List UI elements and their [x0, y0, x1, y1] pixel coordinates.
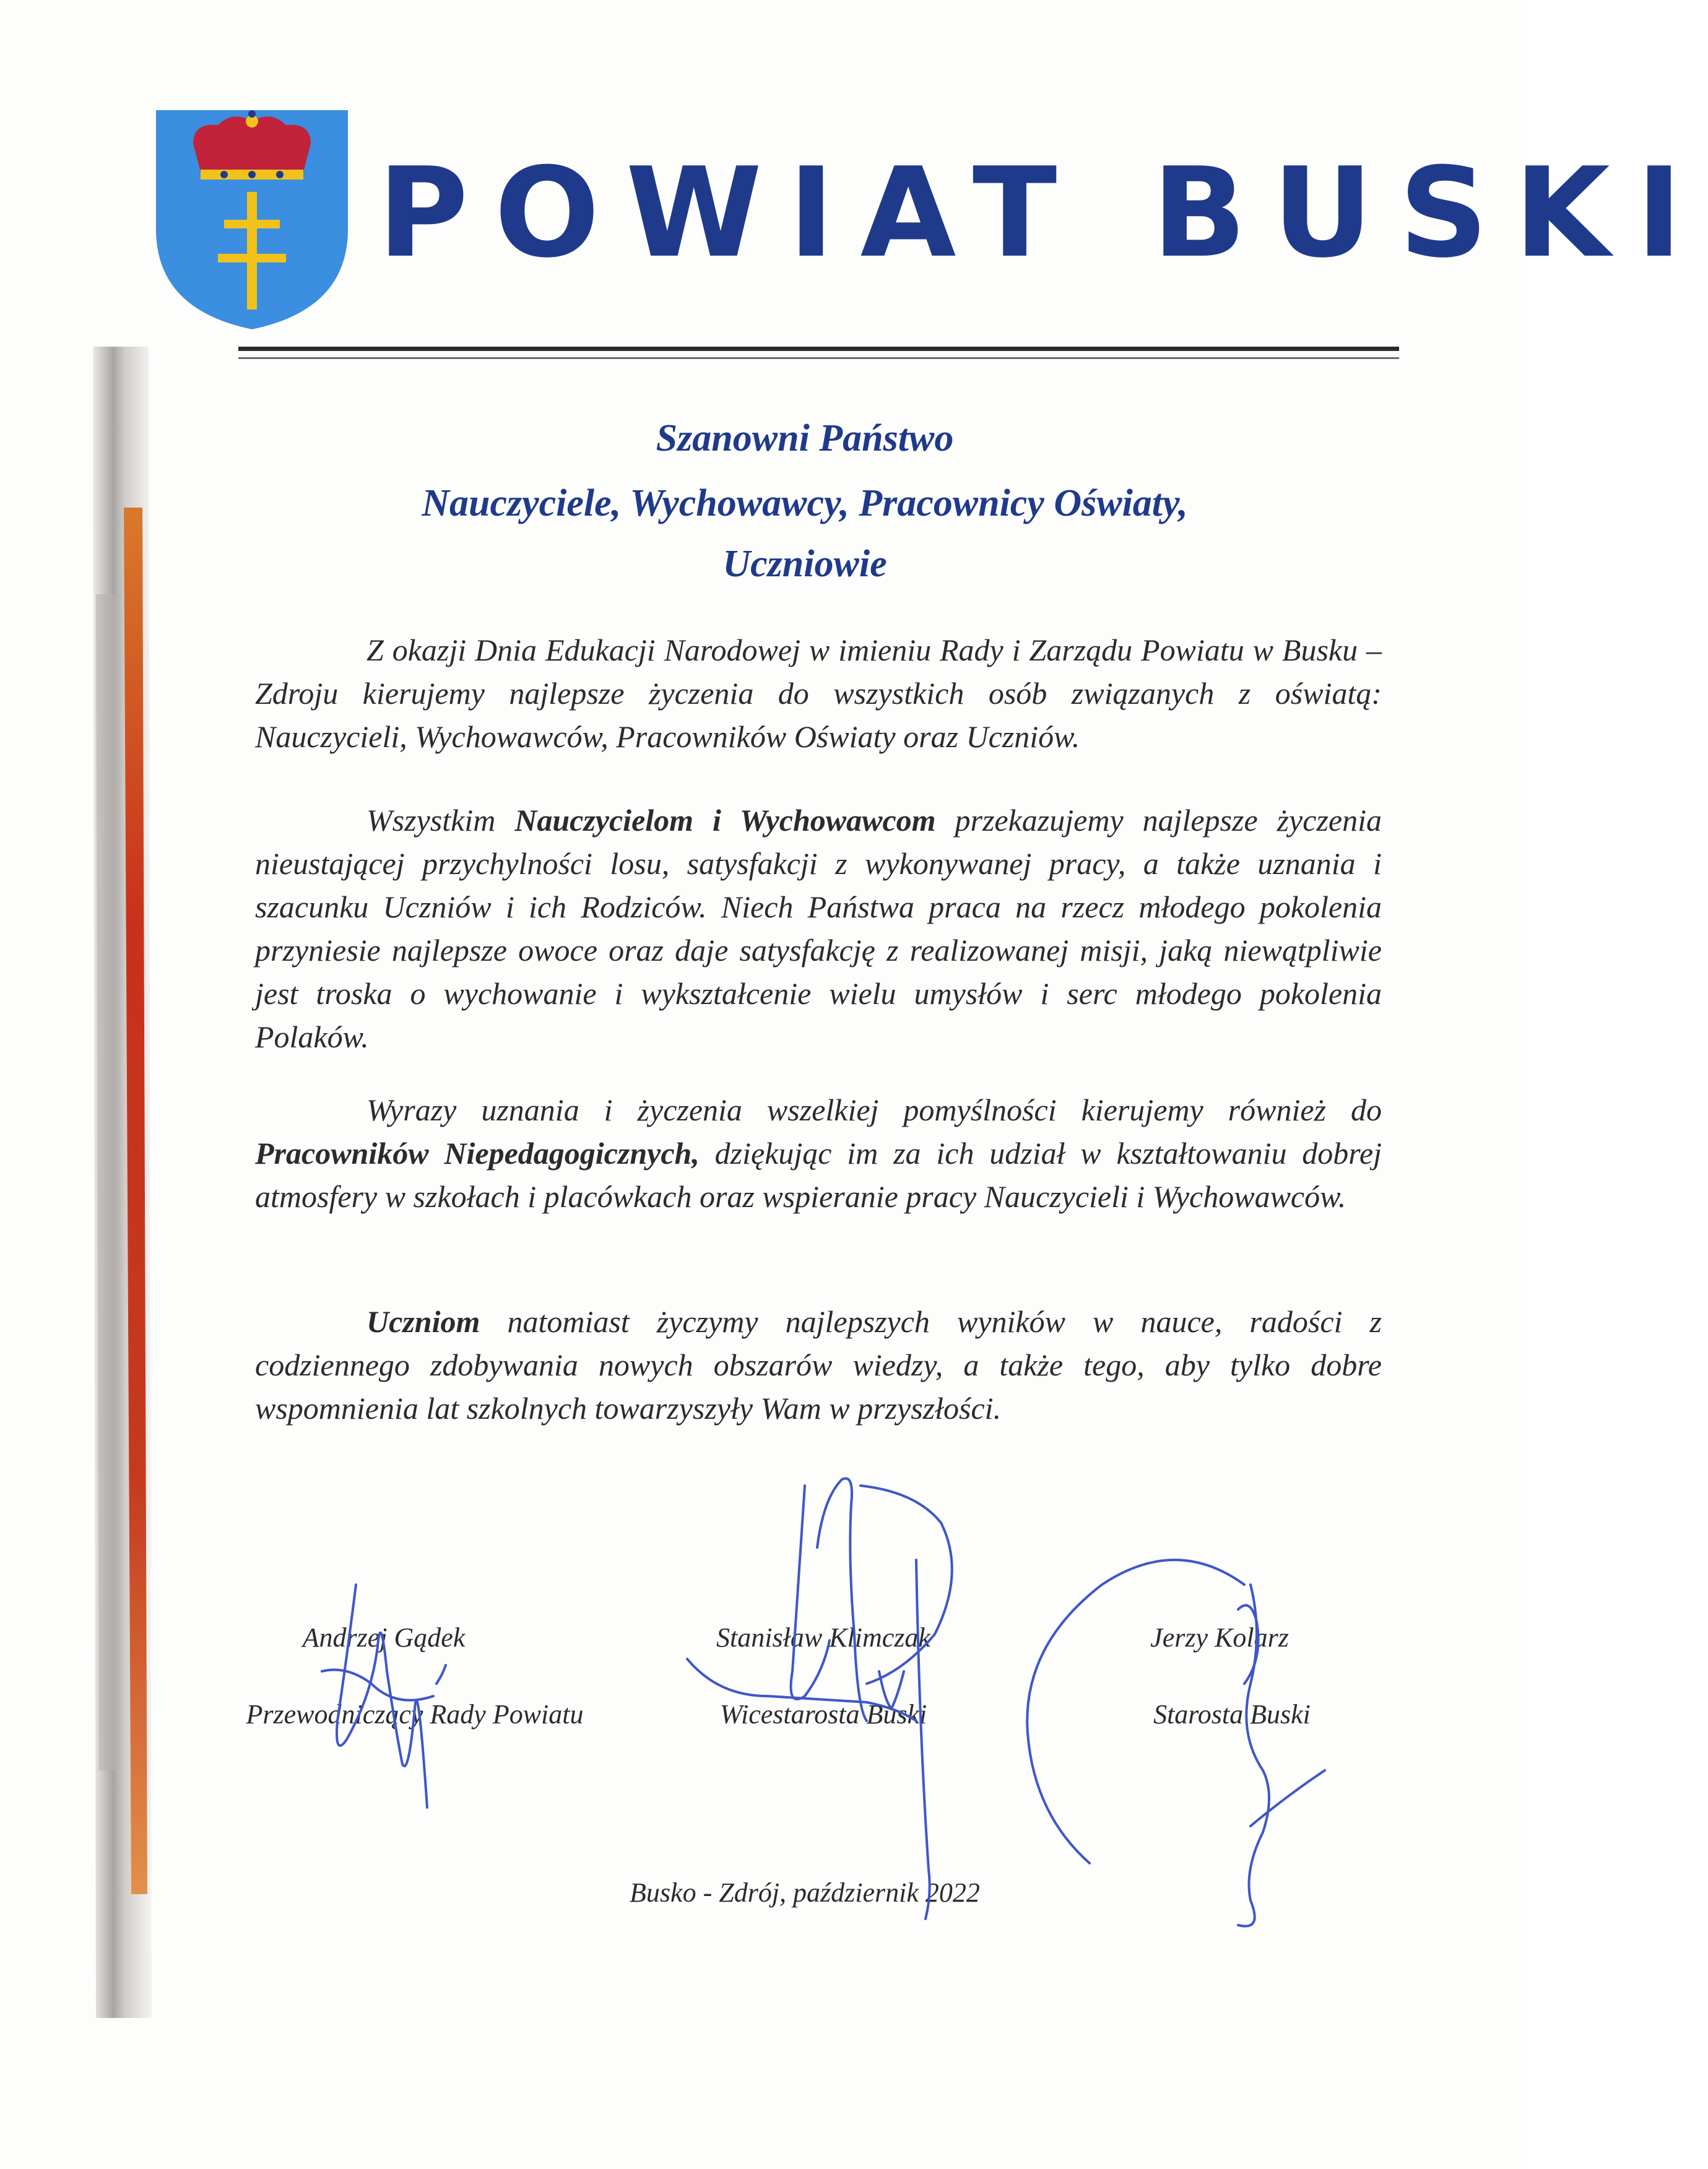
- greeting-line-1: Szanowni Państwo: [656, 417, 954, 459]
- paragraph-3-lead: Wyrazy uznania i życzenia wszelkiej pomyślności kierujemy również do: [366, 1093, 1382, 1127]
- paragraph-2-emphasis: Nauczycielom i Wychowawcom: [514, 803, 936, 838]
- paragraph-4-rest: natomiast życzymy najlepszych wyników w nauce, radości z codziennego zdobywania nowych obszarów wiedzy, a także tego, aby tylko dobre wspomnienia lat szkolnych towarzyszyły Wam w przyszłości.: [255, 1304, 1382, 1426]
- paragraph-3-emphasis: Pracowników Niepedagogicznych,: [255, 1136, 700, 1171]
- header-divider: [238, 347, 1399, 351]
- signatory-name-3: Jerzy Kolarz: [1150, 1622, 1289, 1653]
- paragraph-1-text: Z okazji Dnia Edukacji Narodowej w imieniu Rady i Zarządu Powiatu w Busku – Zdroju kierujemy najlepsze życzenia do wszystkich osób związanych z oświatą: Nauczycieli, Wychowawców, Pracowników Oświaty oraz Uczniów.: [255, 633, 1382, 754]
- paragraph-2: [255, 799, 1382, 1059]
- signature-1: [322, 1585, 446, 1807]
- signatory-role-2: Wicestarosta Buski: [719, 1699, 927, 1730]
- greeting-line-2: Nauczyciele, Wychowawcy, Pracownicy Oświaty,: [422, 482, 1188, 524]
- greeting-line-3: Uczniowie: [722, 543, 887, 585]
- signatory-role-3: Starosta Buski: [1153, 1699, 1311, 1730]
- organization-name: POWIAT BUSKI: [378, 141, 1708, 285]
- paragraph-3: [255, 1088, 1382, 1218]
- header-divider-thin: [238, 357, 1399, 359]
- paragraph-1: [255, 628, 1382, 758]
- paragraph-2-rest: przekazujemy najlepsze życzenia nieustającej przychylności losu, satysfakcji z wykonywanej pracy, a także uznania i szacunku Uczniów i ich Rodziców. Niech Państwa praca na rzecz młodego pokolenia przyniesie najlepsze owoce oraz daje satysfakcję z realizowanej misji, jaką niewątpliwie jest troska o wychowanie i wykształcenie wielu umysłów i serc młodego pokolenia Polaków.: [255, 803, 1382, 1054]
- signature-3: [1027, 1560, 1325, 1926]
- paragraph-4-emphasis: Uczniom: [366, 1304, 480, 1339]
- coat-of-arms-icon: [150, 105, 354, 334]
- paragraph-4: [255, 1300, 1382, 1430]
- signatory-role-1: Przewodniczący Rady Powiatu: [246, 1699, 584, 1730]
- paragraph-3-rest: dziękując im za ich udział w kształtowaniu dobrej atmosfery w szkołach i placówkach oraz wspieranie pracy Nauczycieli i Wychowawców.: [255, 1136, 1382, 1214]
- signatory-name-1: Andrzej Gądek: [302, 1622, 466, 1653]
- decorative-ribbon: [80, 347, 167, 2018]
- place-and-date: Busko - Zdrój, październik 2022: [630, 1877, 980, 1908]
- paragraph-2-lead: Wszystkim: [366, 803, 515, 838]
- signatory-name-2: Stanisław Klimczak: [716, 1622, 930, 1653]
